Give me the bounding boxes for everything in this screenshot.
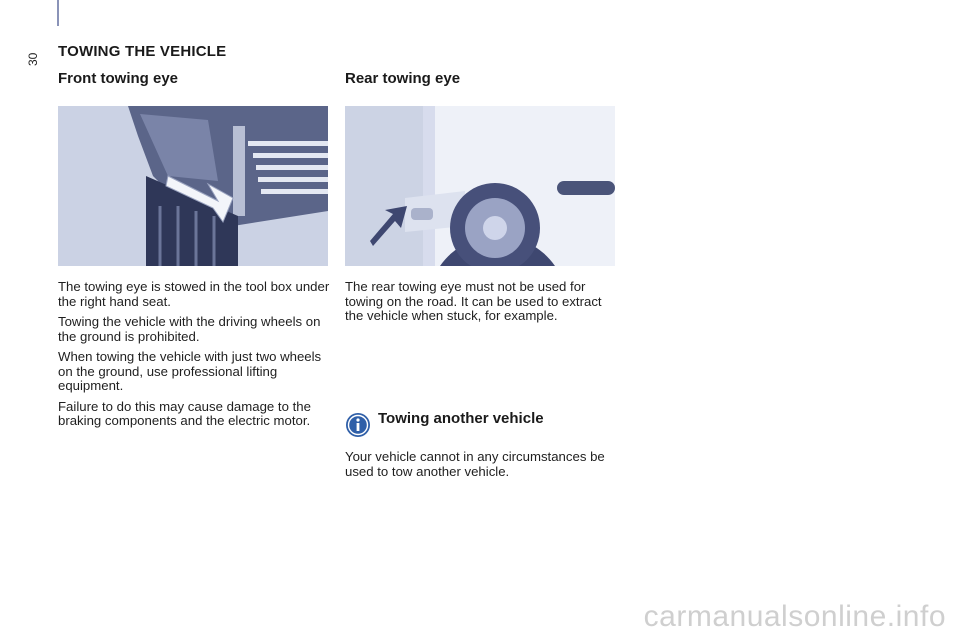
- front-paragraph: When towing the vehicle with just two wheels on the ground, use professional lifting equipment.: [58, 349, 322, 393]
- front-paragraph: Towing the vehicle with the driving wheels on the ground is prohibited.: [58, 314, 321, 344]
- section-title: TOWING THE VEHICLE: [58, 43, 227, 60]
- front-towing-eye-heading: Front towing eye: [58, 70, 178, 87]
- info-text: [345, 450, 617, 485]
- margin-line: [57, 0, 59, 26]
- info-paragraph: Your vehicle cannot in any circumstances be used to tow another vehicle.: [345, 449, 605, 479]
- front-paragraph: The towing eye is stowed in the tool box under the right hand seat.: [58, 279, 330, 309]
- rear-towing-eye-heading: Rear towing eye: [345, 70, 461, 87]
- rear-towing-eye-illustration: [345, 106, 615, 266]
- front-towing-eye-text: [58, 280, 330, 435]
- front-towing-eye-illustration: [58, 106, 328, 266]
- rear-towing-eye-text: [345, 280, 617, 330]
- rear-paragraph: The rear towing eye must not be used for towing on the road. It can be used to extract the vehicle when stuck, for example.: [345, 279, 602, 323]
- page-number: 30: [26, 52, 40, 66]
- info-title: Towing another vehicle: [378, 410, 544, 427]
- info-icon: [345, 412, 371, 438]
- front-paragraph: Failure to do this may cause damage to the braking components and the electric motor.: [58, 398, 311, 428]
- watermark: carmanualsonline.info: [643, 600, 946, 633]
